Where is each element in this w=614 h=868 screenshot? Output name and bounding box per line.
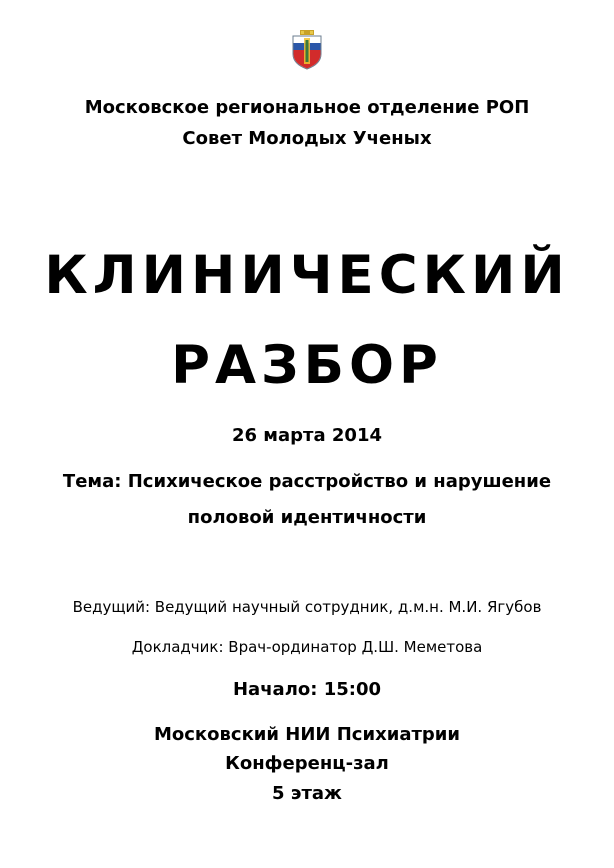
coat-of-arms-icon [291, 30, 323, 70]
organization-name: Московское региональное отделение РОП [84, 97, 530, 118]
venue-room: Конференц-зал [225, 753, 389, 774]
event-topic-continued: половой идентичности [187, 507, 427, 528]
host-info: Ведущий: Ведущий научный сотрудник, д.м.н. М.И. Ягубов [72, 598, 542, 616]
speaker-info: Докладчик: Врач-ординатор Д.Ш. Меметова [131, 638, 483, 656]
event-topic: Тема: Психическое расстройство и нарушение [62, 471, 552, 492]
poster-title-second-line: РАЗБОР [171, 335, 443, 396]
venue-floor: 5 этаж [272, 783, 342, 804]
council-name: Совет Молодых Ученых [182, 128, 432, 149]
start-time: Начало: 15:00 [232, 679, 382, 700]
event-date: 26 марта 2014 [231, 425, 382, 446]
poster-title: КЛИНИЧЕСКИЙ [44, 245, 570, 306]
venue-institute: Московский НИИ Психиатрии [153, 724, 461, 745]
